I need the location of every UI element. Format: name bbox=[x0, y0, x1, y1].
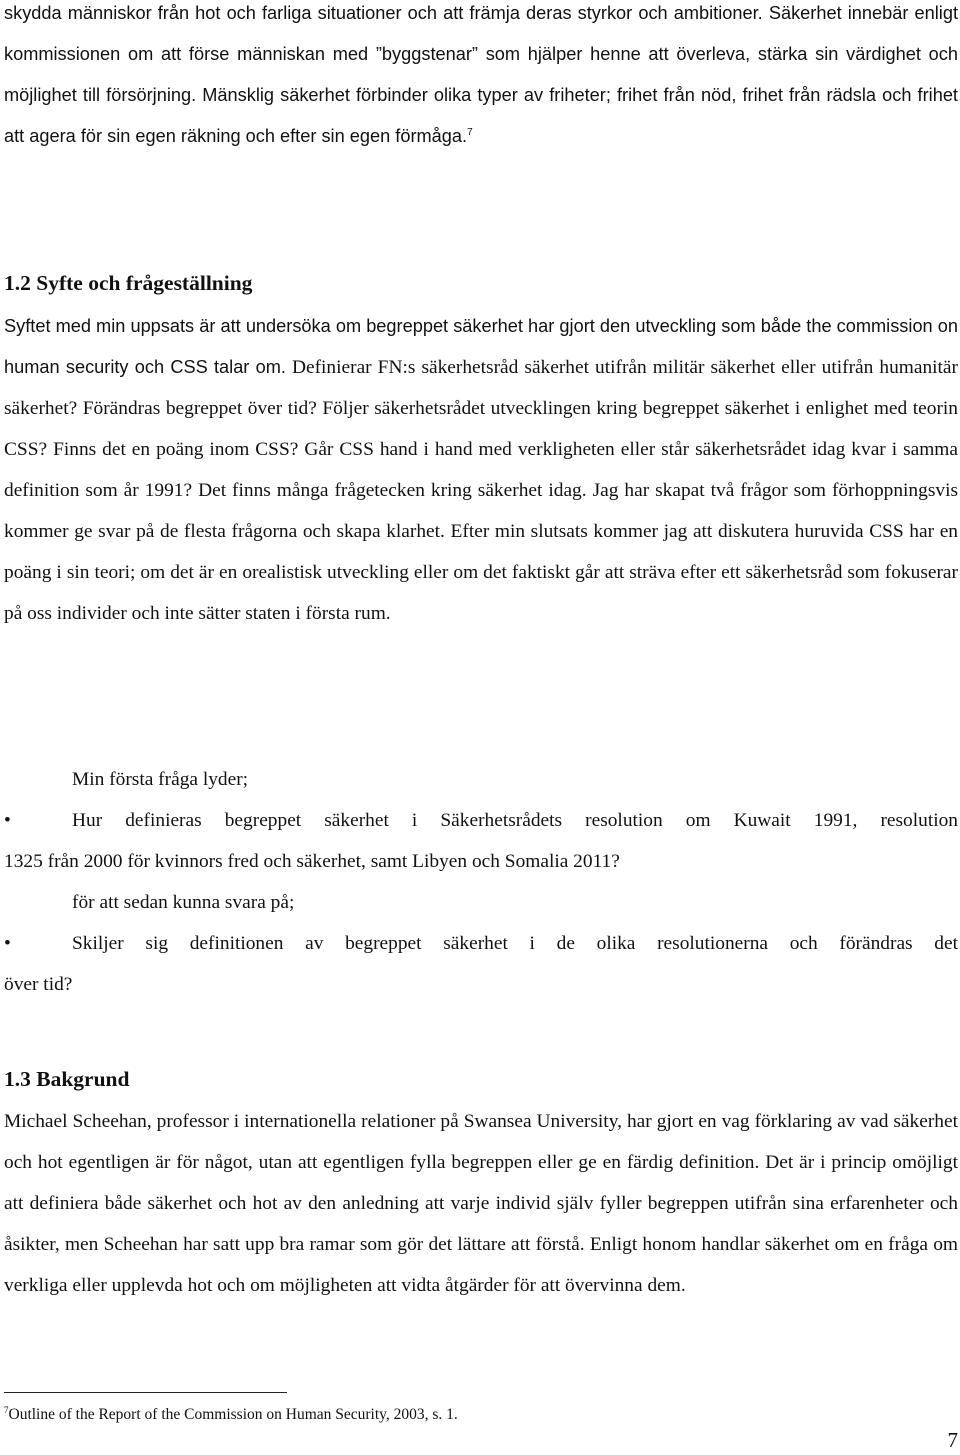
footnote-divider bbox=[4, 1392, 287, 1393]
question-2-line-2: över tid? bbox=[4, 974, 73, 995]
footnote-marker: 7 bbox=[4, 1405, 9, 1415]
footnote-text: Outline of the Report of the Commission on Human Security, 2003, s. 1. bbox=[8, 1406, 458, 1423]
purpose-paragraph-sans-text: Syftet med min uppsats är att undersöka om begreppet säkerhet har gjort den utveckling som både the commission on human security och CSS talar om. bbox=[4, 316, 958, 377]
question-connector: för att sedan kunna svara på; bbox=[72, 892, 295, 913]
question-1-line-1: Hur definieras begreppet säkerhet i Säkerhetsrådets resolution om Kuwait 1991, resolution bbox=[72, 810, 958, 831]
footnote-reference: 7 bbox=[467, 127, 473, 138]
purpose-paragraph-serif-text: Definierar FN:s säkerhetsråd säkerhet utifrån militär säkerhet eller utifrån humanitär säkerhet? Förändras begreppet över tid? Följer säkerhetsrådet utvecklingen kring begreppet säkerhet i enlighet med teorin CSS? Finns det en poäng inom CSS? Går CSS hand i hand med verkligheten eller står säkerhetsrådet idag kvar i samma definition som år 1991? Det finns många frågetecken kring säkerhet idag. Jag har skapat två frågor som förhoppningsvis kommer ge svar på de flesta frågorna och skapa klarhet. Efter min slutsats kommer jag att diskutera huruvida CSS har en poäng i sin teori; om det är en orealistisk utveckling eller om det faktiskt går att sträva efter ett säkerhetsråd som fokuserar på oss individer och inte sätter staten i första rum. bbox=[4, 357, 958, 624]
question-intro: Min första fråga lyder; bbox=[72, 769, 249, 790]
page-number: 7 bbox=[947, 1428, 958, 1452]
background-paragraph: Michael Scheehan, professor i internationella relationer på Swansea University, har gjort en vag förklaring av vad säkerhet och hot egentligen är för något, utan att egentligen fylla begreppen eller ge en färdig definition. Det är i princip omöjligt att definiera både säkerhet och hot av den anledning att varje individ själv fyller begreppen utifrån sina erfarenheter och åsikter, men Scheehan har satt upp bra ramar som gör det lättare att förstå. Enligt honom handlar säkerhet om en fråga om verkliga eller upplevda hot och om möjligheten att vidta åtgärder för att övervinna dem. bbox=[4, 1111, 958, 1296]
section-heading-1-2: 1.2 Syfte och frågeställning bbox=[4, 271, 253, 295]
document-page bbox=[4, 0, 958, 1455]
bullet-icon: • bbox=[4, 933, 11, 954]
question-1-line-2: 1325 från 2000 för kvinnors fred och säkerhet, samt Libyen och Somalia 2011? bbox=[4, 851, 620, 872]
question-2-line-1: Skiljer sig definitionen av begreppet säkerhet i de olika resolutionerna och förändras det bbox=[72, 933, 958, 954]
footnote bbox=[4, 1405, 458, 1425]
bullet-icon: • bbox=[4, 810, 11, 831]
intro-paragraph bbox=[4, 0, 958, 157]
section-heading-1-3: 1.3 Bakgrund bbox=[4, 1067, 130, 1091]
intro-paragraph-text: skydda människor från hot och farliga situationer och att främja deras styrkor och ambitioner. Säkerhet innebär enligt kommissionen om att förse människan med ”byggstenar” som hjälper henne att överleva, stärka sin värdighet och möjlighet till försörjning. Mänsklig säkerhet förbinder olika typer av friheter; frihet från nöd, frihet från rädsla och frihet att agera för sin egen räkning och efter sin egen förmåga. bbox=[4, 3, 958, 146]
purpose-paragraph bbox=[4, 306, 958, 634]
